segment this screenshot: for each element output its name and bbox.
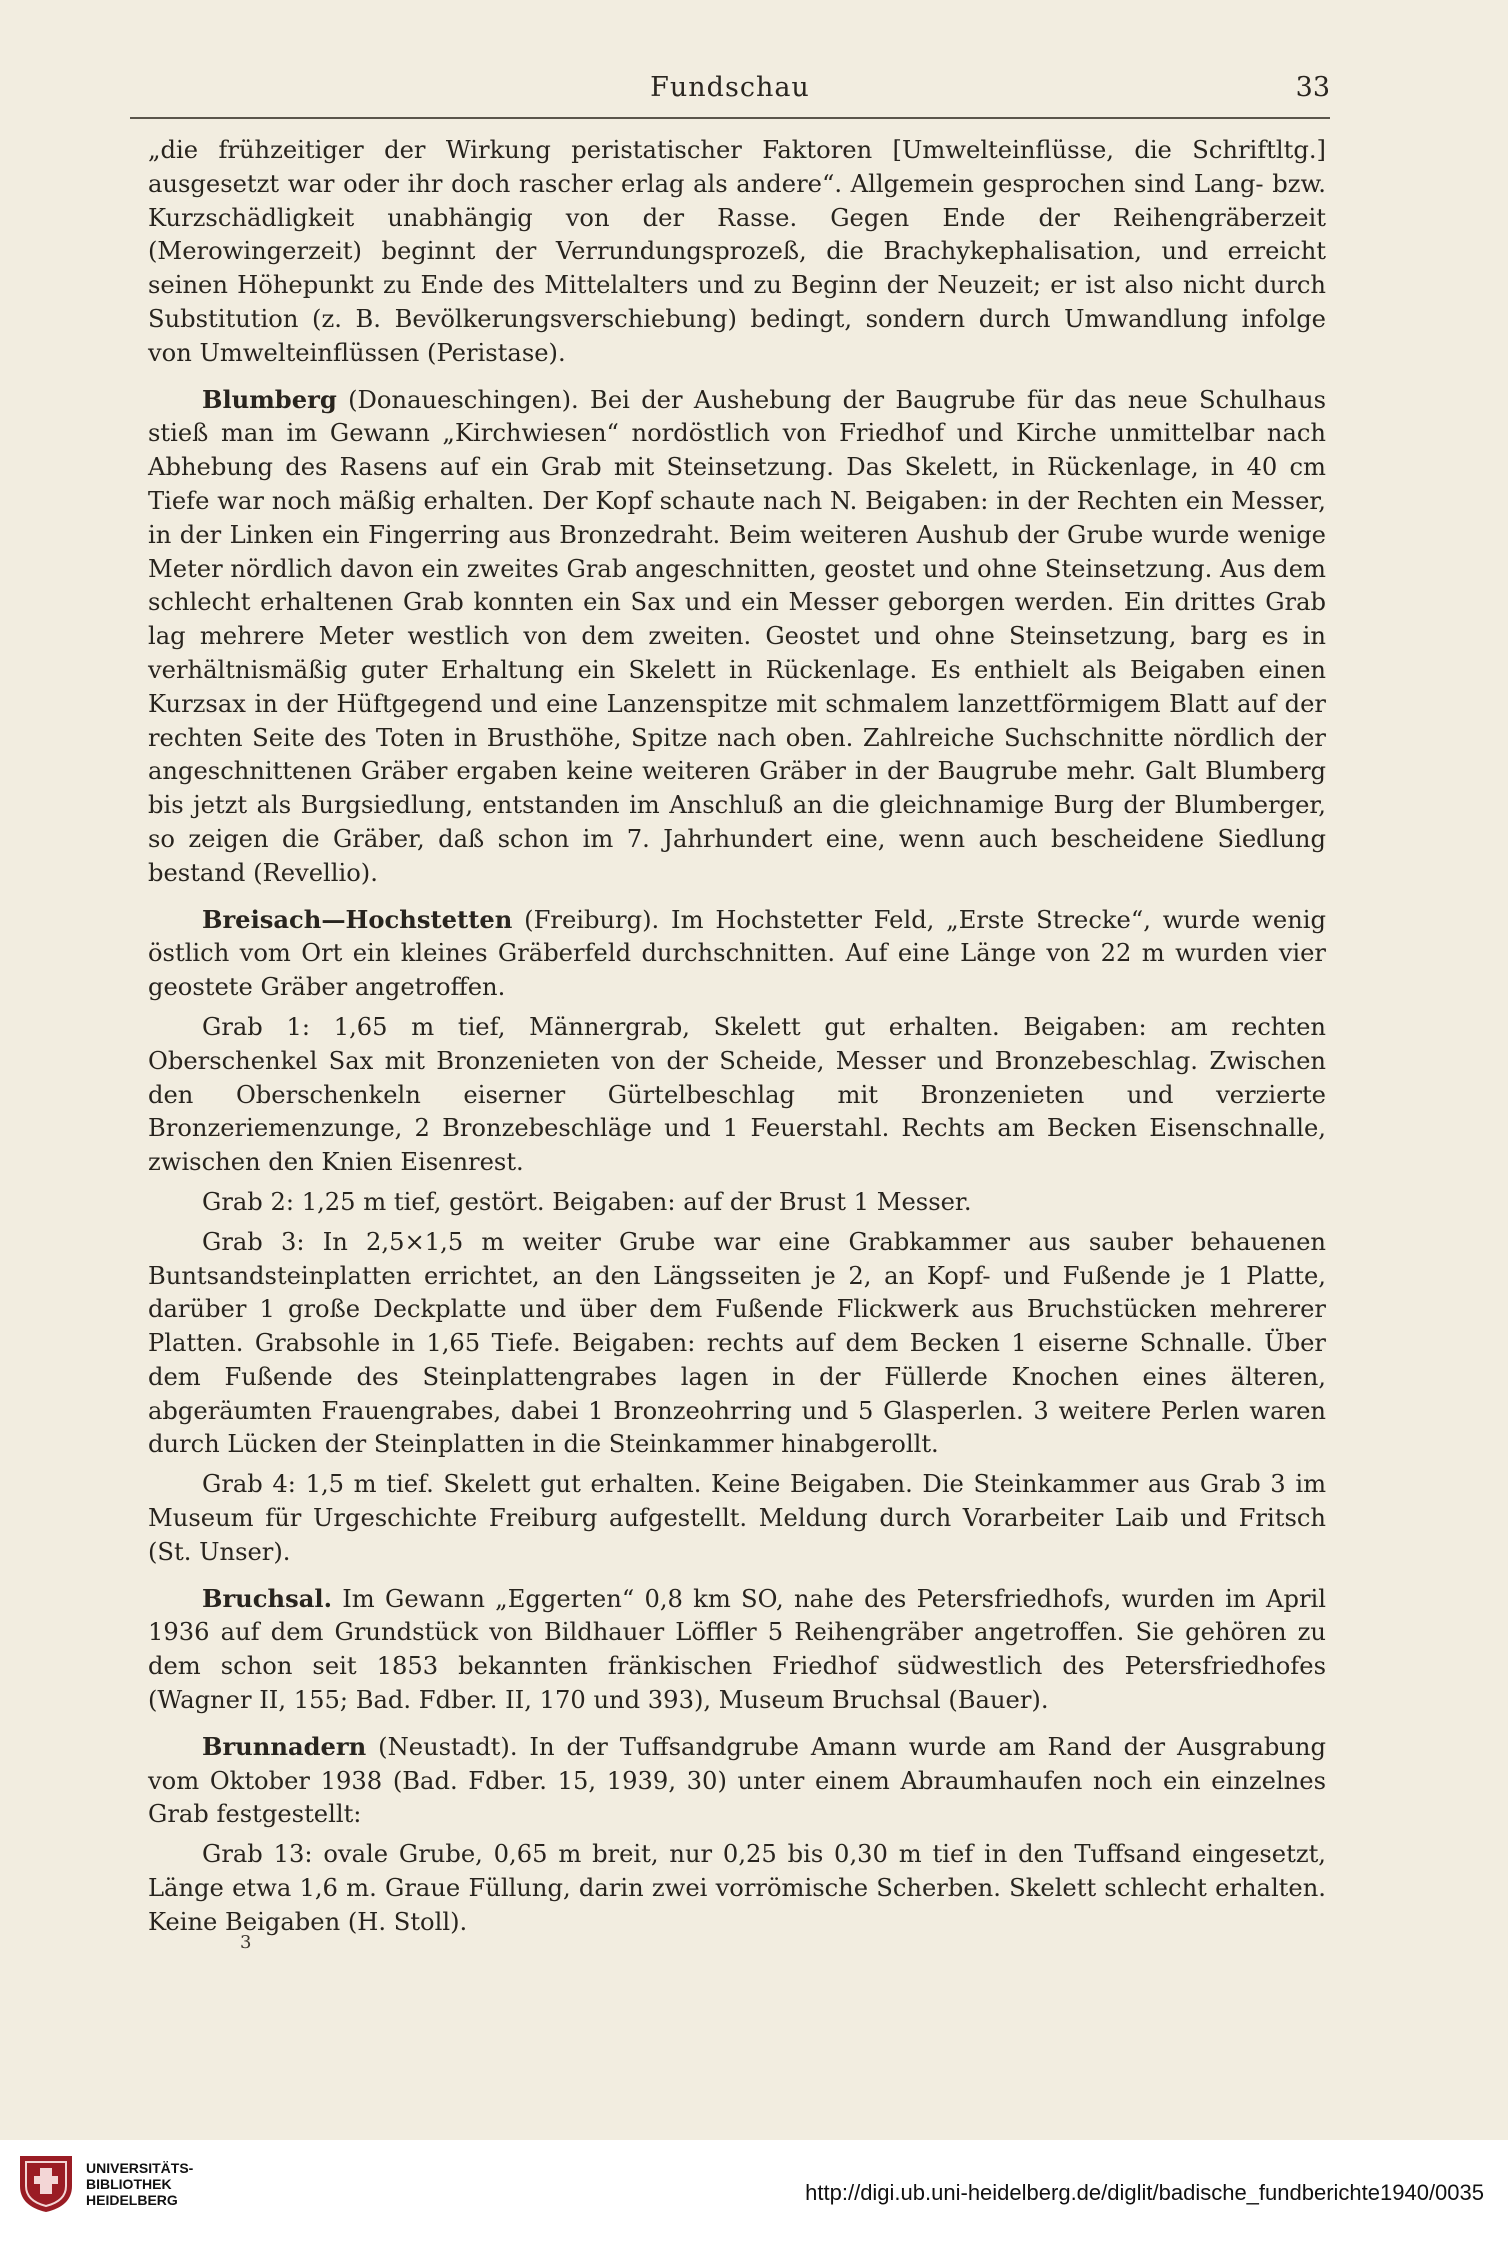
paragraph-breisach <box>148 903 1326 1005</box>
site-name: Blumberg <box>202 384 337 414</box>
page-number: 33 <box>1295 72 1330 103</box>
paragraph-text: Grab 13: ovale Grube, 0,65 m breit, nur 0,25 bis 0,30 m tief in den Tuffsand eingesetzt, Länge etwa 1,6 m. Graue Füllung, darin zwei vorrömische Scherben. Skelett schlecht erhalten. Keine Beigaben (H. Stoll). <box>148 1840 1326 1936</box>
source-url-link[interactable]: http://digi.ub.uni-heidelberg.de/diglit/badische_fundberichte1940/0035 <box>805 2180 1484 2205</box>
paragraph-text: Grab 4: 1,5 m tief. Skelett gut erhalten. Keine Beigaben. Die Steinkammer aus Grab 3 im Museum für Urgeschichte Freiburg aufgestellt. Meldung durch Vorarbeiter Laib und Fritsch (St. Unser). <box>148 1470 1326 1566</box>
paragraph-intro <box>148 134 1326 371</box>
paragraph-text: Im Gewann „Eggerten“ 0,8 km SO, nahe des Petersfriedhofs, wurden im April 1936 auf dem Grundstück von Bildhauer Löffler 5 Reihengräber angetroffen. Sie gehören zu dem schon seit 1853 bekannten fränkischen Friedhof südwestlich des Petersfriedhofes (Wagner II, 155; Bad. Fdber. II, 170 und 393), Museum Bruchsal (Bauer). <box>148 1584 1326 1715</box>
paragraph-text: (Neustadt). In der Tuffsandgrube Amann wurde am Rand der Ausgrabung vom Oktober 1938 (Bad. Fdber. 15, 1939, 30) unter einem Abraumhaufen noch ein einzelnes Grab festgestellt: <box>148 1732 1326 1829</box>
library-name-line: UNIVERSITÄTS- <box>86 2160 194 2176</box>
paragraph-text: „die frühzeitiger der Wirkung peristatischer Faktoren [Umwelteinflüsse, die Schriftltg.] ausgesetzt war oder ihr doch rascher erlag als andere“. Allgemein gesprochen sind Lang- bzw. Kurzschädligkeit unabhängig von der Rasse. Gegen Ende der Reihengräberzeit (Merowingerzeit) beginnt der Verrundungsprozeß, die Brachykephalisation, und erreicht seinen Höhepunkt zu Ende des Mittelalters und zu Beginn der Neuzeit; er ist also nicht durch Substitution (z. B. Bevölkerungsverschiebung) bedingt, sondern durch Umwandlung infolge von Umwelteinflüssen (Peristase). <box>148 136 1326 367</box>
library-name-line: HEIDELBERG <box>86 2192 178 2208</box>
site-name: Bruchsal. <box>202 1583 332 1613</box>
body-text <box>148 134 1326 1940</box>
paragraph-bruchsal <box>148 1582 1326 1718</box>
paragraph-grab-1 <box>148 1011 1326 1180</box>
footer-bar <box>0 2140 1508 2244</box>
paragraph-text: Grab 1: 1,65 m tief, Männergrab, Skelett gut erhalten. Beigaben: am rechten Oberschenkel Sax mit Bronzenieten von der Scheide, Messer und Bronzebeschlag. Zwischen den Oberschenkeln eiserner Gürtelbeschlag mit Bronzenieten und verzierte Bronzeriemenzunge, 2 Bronzebeschläge und 1 Feuerstahl. Rechts am Becken Eisenschnalle, zwischen den Knien Eisenrest. <box>148 1012 1326 1177</box>
running-header <box>130 72 1330 112</box>
site-name: Breisach—Hochstetten <box>202 904 513 934</box>
paragraph-text: Grab 3: In 2,5×1,5 m weiter Grube war eine Grabkammer aus sauber behauenen Buntsandsteinplatten errichtet, an den Längsseiten je 2, an Kopf- und Fußende je 1 Platte, darüber 1 große Deckplatte und über dem Fußende Flickwerk aus Bruchstücken mehrerer Platten. Grabsohle in 1,65 Tiefe. Beigaben: rechts auf dem Becken 1 eiserne Schnalle. Über dem Fußende des Steinplattengrabes lagen in der Füllerde Knochen eines älteren, abgeräumten Frauengrabes, dabei 1 Bronzeohrring und 5 Glasperlen. 3 weitere Perlen waren durch Lücken der Steinplatten in die Steinkammer hinabgerollt. <box>148 1227 1326 1459</box>
paragraph-text: (Freiburg). Im Hochstetter Feld, „Erste Strecke“, wurde wenig östlich vom Ort ein kleines Gräberfeld durchschnitten. Auf eine Länge von 22 m wurden vier geostete Gräber angetroffen. <box>148 905 1326 1002</box>
paragraph-grab-2 <box>148 1186 1326 1220</box>
signature-mark: 3 <box>240 1932 252 1953</box>
header-rule <box>130 117 1330 119</box>
paragraph-brunnadern <box>148 1730 1326 1832</box>
library-name <box>86 2160 193 2208</box>
paragraph-grab-13 <box>148 1838 1326 1939</box>
paragraph-grab-4 <box>148 1468 1326 1569</box>
university-seal-icon <box>16 2152 76 2214</box>
header-title: Fundschau <box>650 72 810 103</box>
paragraph-text: (Donaueschingen). Bei der Aushebung der Baugrube für das neue Schulhaus stieß man im Gewann „Kirchwiesen“ nordöstlich von Friedhof und Kirche unmittelbar nach Abhebung des Rasens auf ein Grab mit Steinsetzung. Das Skelett, in Rückenlage, in 40 cm Tiefe war noch mäßig erhalten. Der Kopf schaute nach N. Beigaben: in der Rechten ein Messer, in der Linken ein Fingerring aus Bronzedraht. Beim weiteren Aushub der Grube wurde wenige Meter nördlich davon ein zweites Grab angeschnitten, geostet und ohne Steinsetzung. Aus dem schlecht erhaltenen Grab konnten ein Sax und ein Messer geborgen werden. Ein drittes Grab lag mehrere Meter westlich von dem zweiten. Geostet und ohne Steinsetzung, barg es in verhältnismäßig guter Erhaltung ein Skelett in Rückenlage. Es enthielt als Beigaben einen Kurzsax in der Hüftgegend und eine Lanzenspitze mit schmalem lanzettförmigem Blatt auf der rechten Seite des Toten in Brusthöhe, Spitze nach oben. Zahlreiche Suchschnitte nördlich der angeschnittenen Gräber ergaben keine weiteren Gräber in der Baugrube mehr. Galt Blumberg bis jetzt als Burgsiedlung, entstanden im Anschluß an die gleichnamige Burg der Blumberger, so zeigen die Gräber, daß schon im 7. Jahrhundert eine, wenn auch bescheidene Siedlung bestand (Revellio). <box>148 385 1326 887</box>
paragraph-text: Grab 2: 1,25 m tief, gestört. Beigaben: auf der Brust 1 Messer. <box>202 1187 972 1216</box>
paragraph-grab-3 <box>148 1226 1326 1463</box>
site-name: Brunnadern <box>202 1731 367 1761</box>
library-name-line: BIBLIOTHEK <box>86 2176 172 2192</box>
paragraph-blumberg <box>148 383 1326 891</box>
